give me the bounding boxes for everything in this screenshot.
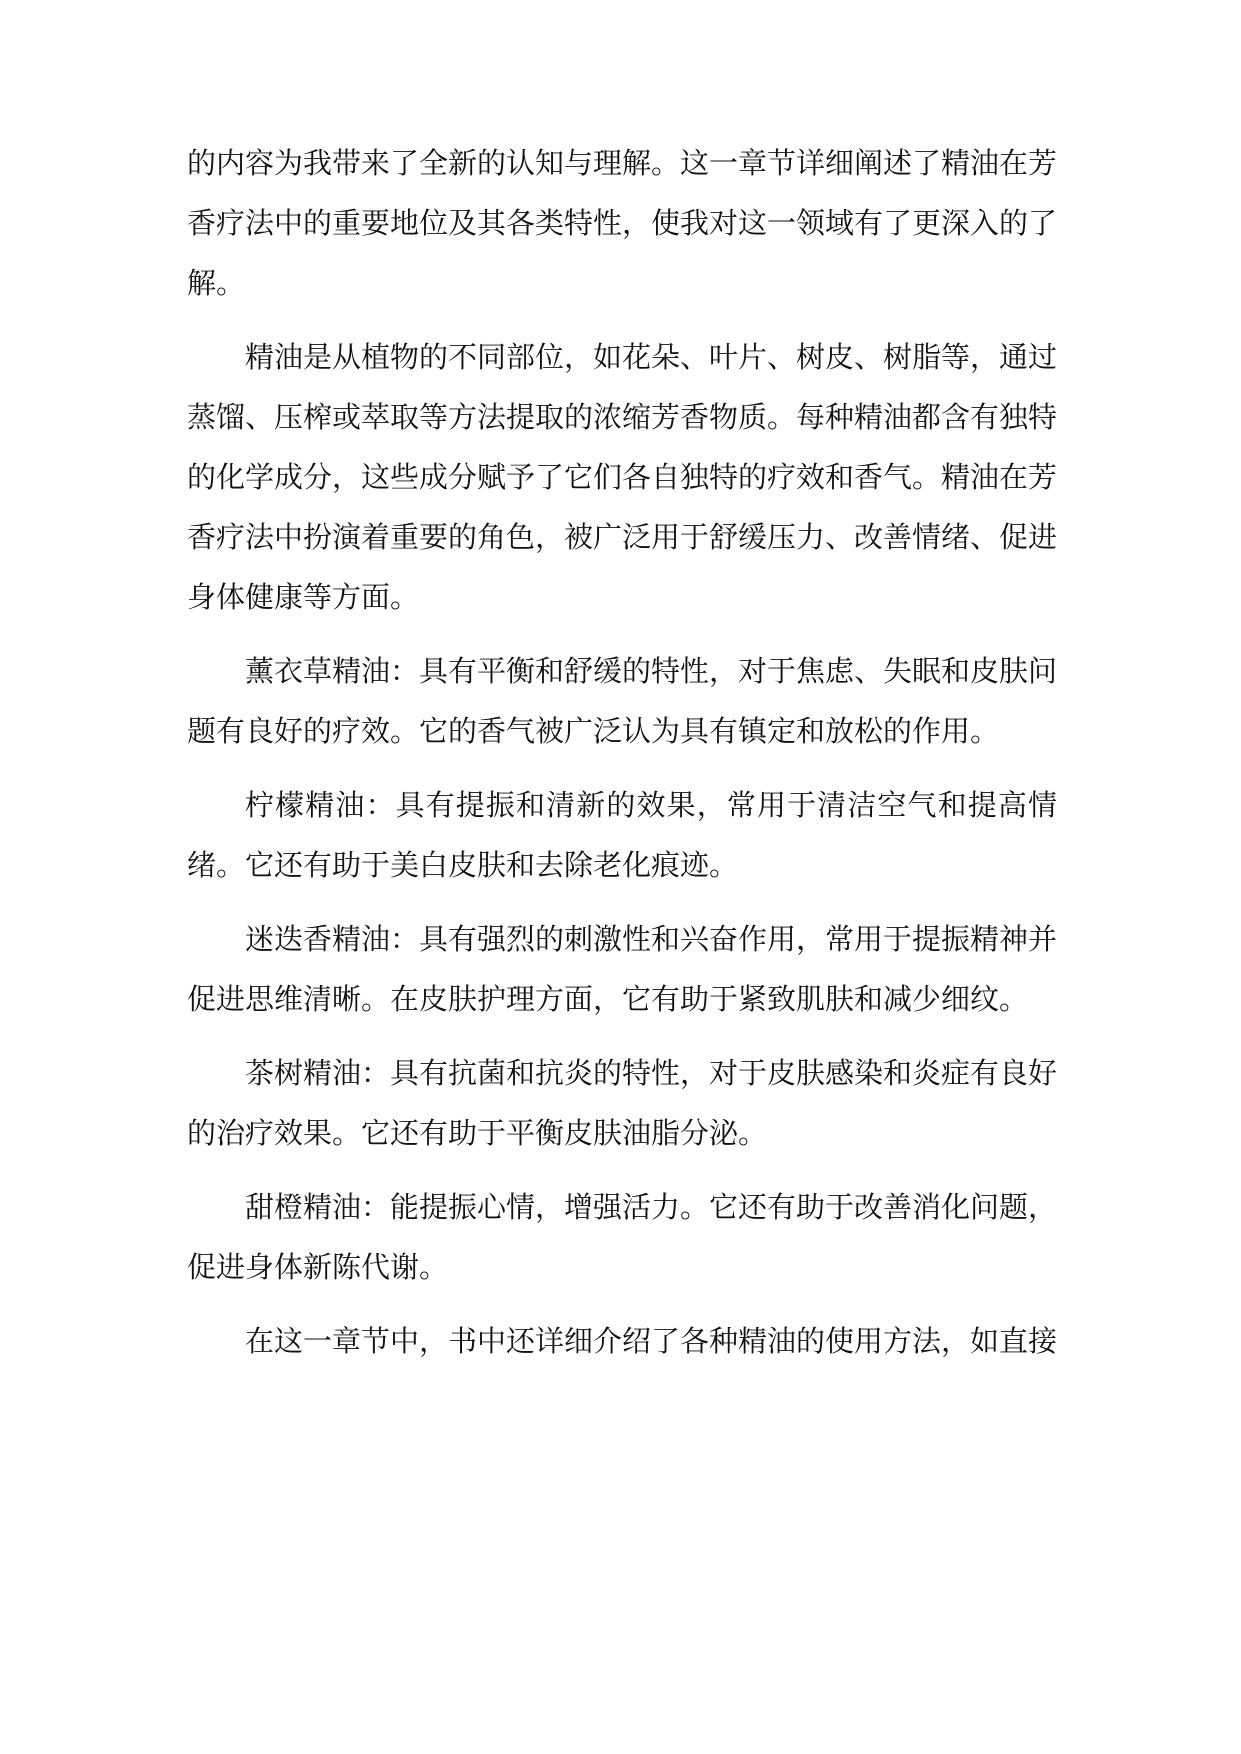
paragraph-7: 甜橙精油：能提振心情，增强活力。它还有助于改善消化问题，促进身体新陈代谢。 bbox=[187, 1190, 1058, 1284]
paragraph-5: 迷迭香精油：具有强烈的刺激性和兴奋作用，常用于提振精神并促进思维清晰。在皮肤护理方面，它有助于紧致肌肤和减少细纹。 bbox=[187, 922, 1058, 1016]
body-text bbox=[187, 133, 1057, 1385]
paragraph-4: 柠檬精油：具有提振和清新的效果，常用于清洁空气和提高情绪。它还有助于美白皮肤和去除老化痕迹。 bbox=[187, 788, 1057, 882]
paragraph-2: 精油是从植物的不同部位，如花朵、叶片、树皮、树脂等，通过蒸馏、压榨或萃取等方法提取的浓缩芳香物质。每种精油都含有独特的化学成分，这些成分赋予了它们各自独特的疗效和香气。精油在芳香疗法中扮演着重要的角色，被广泛用于舒缓压力、改善情绪、促进身体健康等方面。 bbox=[187, 340, 1058, 614]
paragraph-3: 薰衣草精油：具有平衡和舒缓的特性，对于焦虑、失眠和皮肤问题有良好的疗效。它的香气被广泛认为具有镇定和放松的作用。 bbox=[187, 654, 1058, 748]
paragraph-6: 茶树精油：具有抗菌和抗炎的特性，对于皮肤感染和炎症有良好的治疗效果。它还有助于平衡皮肤油脂分泌。 bbox=[187, 1056, 1058, 1150]
paragraph-1: 的内容为我带来了全新的认知与理解。这一章节详细阐述了精油在芳香疗法中的重要地位及其各类特性，使我对这一领域有了更深入的了解。 bbox=[187, 146, 1058, 300]
paragraph-8: 在这一章节中，书中还详细介绍了各种精油的使用方法，如直接 bbox=[245, 1324, 1058, 1358]
